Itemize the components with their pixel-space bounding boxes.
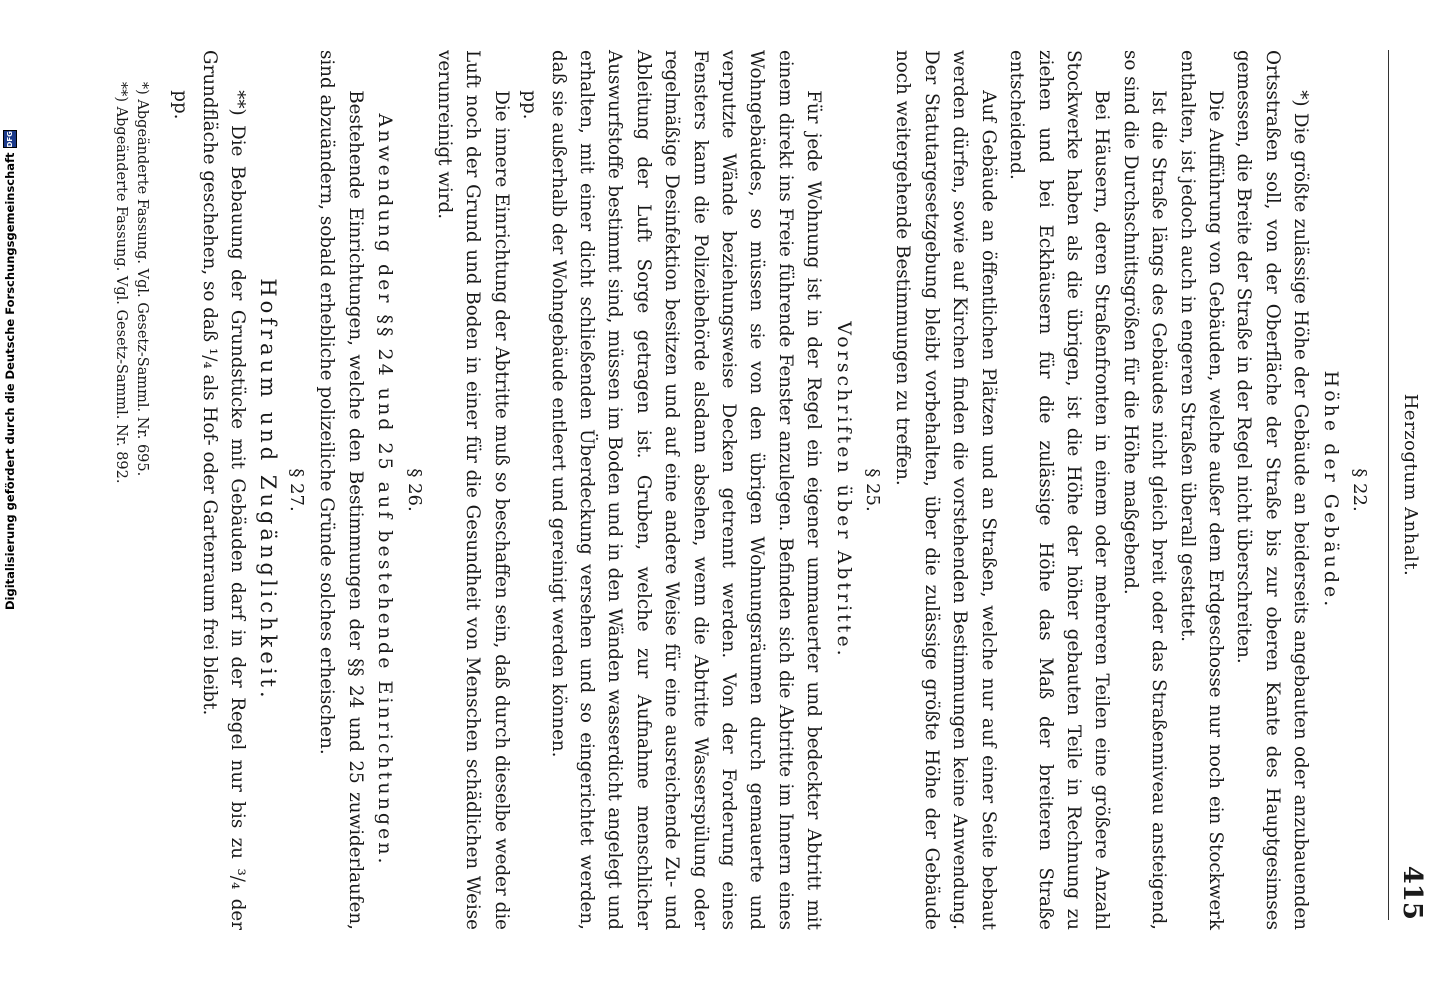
footnote-1: *) Abgeänderte Fassung. Vgl. Gesetz-Samml. Nr. 695.	[133, 81, 150, 477]
section-22-paragraph-3: Ist die Straße längs des Gebäudes nicht gleich breit oder das Straßenniveau ansteigend, so sind die Durchschnittsgrößen für die Höhe maßgebend.	[1119, 50, 1170, 930]
footnote-2: **) Abgeänderte Fassung. Vgl. Gesetz-Samml. Nr. 892.	[112, 81, 129, 484]
section-27-number: § 27.	[285, 468, 307, 512]
section-22-paragraph-5: Auf Gebäude an öffentlichen Plätzen und an Straßen, welche nur auf einer Seite bebaut werden dürfen, sowie auf Kirchen finden die vorstehenden Bestimmungen keine Anwendung. Der Statutargesetzgebung bleibt vorbehalten, über die zulässige größte Höhe der Gebäude noch weitergehende Bestimmungen zu treffen.	[892, 50, 999, 930]
section-22-paragraph-1: *) Die größte zulässige Höhe der Gebäude an beiderseits angebauten oder anzubauenden Ortsstraßen soll, von der Oberfläche der Straße bis zur oberen Kante des Hauptgesimses gemessen, die Breite der Straße in der Regel nicht überschreiten.	[1233, 50, 1312, 930]
dfg-logo: DFG	[3, 130, 17, 148]
section-22-title: Höhe der Gebäude.	[1319, 370, 1342, 610]
section-26-paragraph-1: Bestehende Einrichtungen, welche den Bestimmungen der §§ 24 und 25 zuwiderlaufen, sind abzuändern, sobald erhebliche polizeiliche Gründe solches erheischen.	[316, 50, 366, 930]
section-25-number: § 25.	[862, 468, 884, 512]
section-22-paragraph-2: Die Aufführung von Gebäuden, welche außer dem Erdgeschosse nur noch ein Stockwerk enthalten, ist jedoch auch in engeren Straßen überall gestattet.	[1176, 50, 1226, 930]
section-25-paragraph-2: Die innere Einrichtung der Abtritte muß so beschaffen sein, daß durch dieselbe weder die Luft noch der Grund und Boden in einer für die Gesundheit von Menschen schädlichen Weise verunreinigt wird.	[434, 50, 512, 930]
footnotes	[110, 50, 152, 930]
section-27-title: Hofraum und Zugänglichkeit.	[255, 278, 280, 702]
section-26-number: § 26.	[403, 468, 425, 512]
page-number: 415	[1397, 865, 1427, 920]
section-22-paragraph-4: Bei Häusern, deren Straßenfronten in einem oder mehreren Teilen eine größere Anzahl Stockwerke haben als die übrigen, ist die Höhe der höher gebauten Teile in Rechnung zu ziehen und bei Eckhäusern für die zulässige Höhe das Maß der breiteren Straße entscheidend.	[1006, 50, 1113, 930]
running-head: Herzogtum Anhalt.	[1400, 393, 1421, 577]
omission-mark-2: pp.	[170, 90, 192, 120]
section-25-paragraph-1: Für jede Wohnung ist in der Regel ein eigener ummauerter und bedeckter Abtritt mit einem direkt ins Freie führende Fenster anzulegen. Befinden sich die Abtritte im Innern eines Wohngebäudes, so müssen sie von den übrigen Wohnungsräumen durch gemauerte und verputzte Wände beziehungsweise Decken getrennt werden. Von der Forderung eines Fensters kann die Polizeibehörde alsdann absehen, wenn die Abtritte Wasserspülung oder regelmäßige Desinfektion besitzen und auf eine andere Weise für eine ausreichende Zu- und Ableitung der Luft Sorge getragen ist. Gruben, welche zur Aufnahme menschlicher Auswurfstoffe bestimmt sind, müssen im Boden und in den Wänden wasserdicht angelegt und erhalten, mit einer dicht schließenden Überdeckung versehen und so eingerichtet werden, daß sie außerhalb der Wohngebäude entleert und gereinigt werden können.	[547, 50, 825, 930]
section-26-title: Anwendung der §§ 24 und 25 auf bestehende Einrichtungen.	[374, 113, 397, 867]
section-22-number: § 22.	[1349, 468, 1370, 512]
page-body	[110, 50, 1375, 930]
section-27-paragraph-1: **) Die Bebauung der Grundstücke mit Gebäuden darf in der Regel nur bis zu ³/₄ der Grundfläche geschehen, so daß ¹/₄ als Hof- oder Gartenraum frei bleibt.	[198, 50, 249, 930]
credit-text: Digitalisierung gefördert durch die Deutsche Forschungsgemeinschaft	[3, 152, 17, 610]
omission-mark-1: pp.	[519, 90, 541, 120]
section-25-title: Vorschriften über Abtritte.	[832, 321, 855, 659]
page-header	[1388, 50, 1425, 920]
